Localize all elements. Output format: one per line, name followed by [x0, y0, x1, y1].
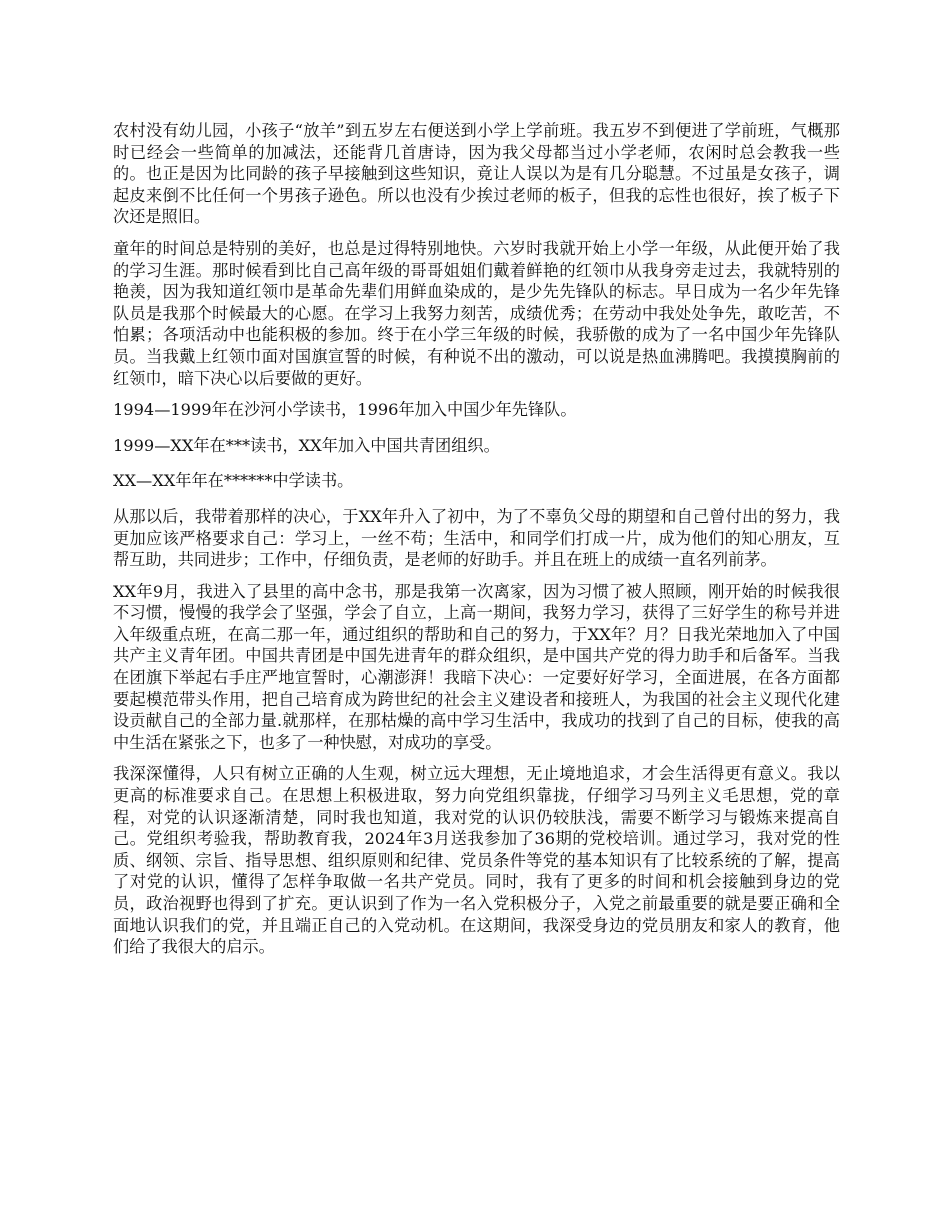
paragraph-primary-school-years: 1994—1999年在沙河小学读书，1996年加入中国少年先锋队。 — [113, 400, 577, 420]
paragraph-middle-school-years: 1999—XX年在***读书，XX年加入中国共青团组织。 — [113, 435, 500, 455]
document-body — [113, 120, 840, 968]
paragraph-senior-high: XX年9月，我进入了县里的高中念书，那是我第一次离家，因为习惯了被人照顾，刚开始的时候我很不习惯，慢慢的我学会了坚强，学会了自立，上高一期间，我努力学习，获得了三好学生的称号并进入年级重点班，在高二那一年，通过组织的帮助和自己的努力，于XX年？月？日我光荣地加入了中国共产主义青年团。中国共青团是中国先进青年的群众组织，是中国共产党的得力助手和后备军。当我在团旗下举起右手庄严地宣誓时，心潮澎湃！我暗下决心：一定要好好学习，全面进展，在各方面都要起模范带头作用，把自己培育成为跨世纪的社会主义建设者和接班人，为我国的社会主义现代化建设贡献自己的全部力量.就那样，在那枯燥的高中学习生活中，我成功的找到了自己的目标，使我的高中生活在紧张之下，也多了一种快慰，对成功的享受。 — [113, 581, 840, 752]
paragraph-high-school-years: XX—XX年年在******中学读书。 — [113, 471, 354, 491]
paragraph-junior-high: 从那以后，我带着那样的决心，于XX年升入了初中，为了不辜负父母的期望和自己曾付出的努力，我更加应该严格要求自己：学习上，一丝不苟；生活中，和同学们打成一片，成为他们的知心朋友，互帮互助，共同进步；工作中，仔细负责，是老师的好助手。并且在班上的成绩一直名列前茅。 — [113, 506, 840, 570]
paragraph-childhood: 童年的时间总是特别的美好，也总是过得特别地快。六岁时我就开始上小学一年级，从此便开始了我的学习生涯。那时候看到比自己高年级的哥哥姐姐们戴着鲜艳的红领巾从我身旁走过去，我就特别的艳羡，因为我知道红领巾是革命先辈们用鲜血染成的，是少先先锋队的标志。早日成为一名少年先锋队员是我那个时候最大的心愿。在学习上我努力刻苦，成绩优秀；在劳动中我处处争先，敢吃苦，不怕累；各项活动中也能积极的参加。终于在小学三年级的时候，我骄傲的成为了一名中国少年先锋队员。当我戴上红领巾面对国旗宣誓的时候，有种说不出的激动，可以说是热血沸腾吧。我摸摸胸前的红领巾，暗下决心以后要做的更好。 — [113, 238, 840, 388]
paragraph-kindergarten: 农村没有幼儿园，小孩子“放羊”到五岁左右便送到小学上学前班。我五岁不到便进了学前班，气概那时已经会一些简单的加减法，还能背几首唐诗，因为我父母都当过小学老师，农闲时总会教我一些的。也正是因为比同龄的孩子早接触到这些知识，竟让人误以为是有几分聪慧。不过虽是女孩子，调起皮来倒不比任何一个男孩子逊色。所以也没有少挨过老师的板子，但我的忘性也很好，挨了板子下次还是照旧。 — [113, 121, 840, 227]
paragraph-party-understanding: 我深深懂得，人只有树立正确的人生观，树立远大理想，无止境地追求，才会生活得更有意义。我以更高的标准要求自己。在思想上积极进取，努力向党组织靠拢，仔细学习马列主义毛思想，党的章程，对党的认识逐渐清楚，同时我也知道，我对党的认识仍较肤浅，需要不断学习与锻炼来提高自己。党组织考验我，帮助教育我，2024年3月送我参加了36期的党校培训。通过学习，我对党的性质、纲领、宗旨、指导思想、组织原则和纪律、党员条件等党的基本知识有了比较系统的了解，提高了对党的认识，懂得了怎样争取做一名共产党员。同时，我有了更多的时间和机会接触到身边的党员，政治视野也得到了扩充。更认识到了作为一名入党积极分子，入党之前最重要的就是要正确和全面地认识我们的党，并且端正自己的入党动机。在这期间，我深受身边的党员朋友和家人的教育，他们给了我很大的启示。 — [113, 764, 840, 957]
